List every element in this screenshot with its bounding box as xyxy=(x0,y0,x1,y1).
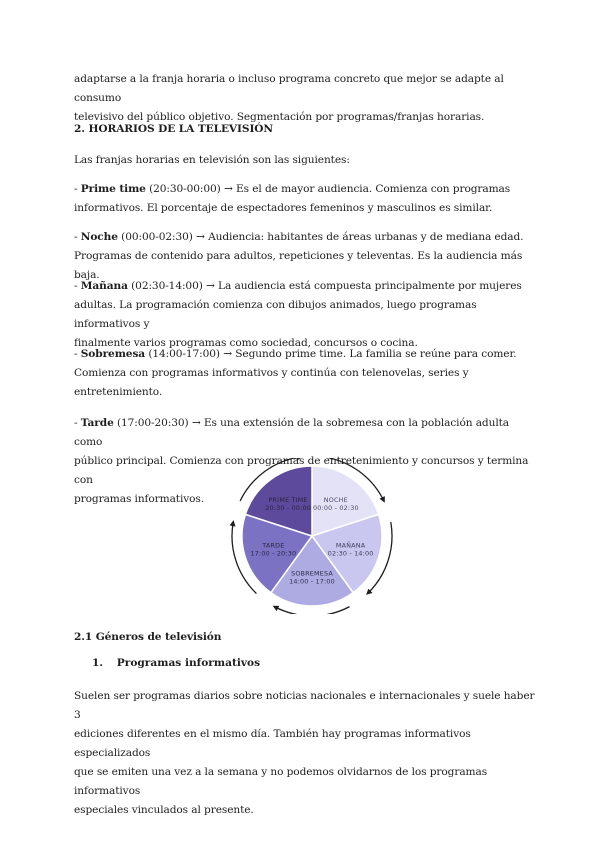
segment-label-prime-time: PRIME TIME xyxy=(268,496,308,505)
bullet-dash: - xyxy=(74,183,81,195)
slot-sobremesa-line-3: entretenimiento. xyxy=(74,386,163,398)
slot-name: Tarde xyxy=(80,417,114,429)
slot-manana-line-3: finalmente varios programas como sociedad, concursos o cocina. xyxy=(74,337,418,349)
slot-time: (17:00-20:30) xyxy=(113,417,192,429)
slot-desc: → Es una extensión de la sobremesa con la población adulta como xyxy=(74,417,509,448)
segment-time-sobremesa: 14:00 - 17:00 xyxy=(289,577,335,586)
slot-tarde-line-1 xyxy=(74,414,536,452)
slot-desc: → Es el de mayor audiencia. Comienza con programas xyxy=(223,183,511,195)
bullet-dash: - xyxy=(74,417,81,429)
slot-prime-time xyxy=(74,180,536,218)
slot-sobremesa-line-2: Comienza con programas informativos y continúa con telenovelas, series y xyxy=(74,367,469,379)
bullet-dash: - xyxy=(74,280,81,292)
bullet-dash: - xyxy=(74,348,81,360)
slot-desc: → Audiencia: habitantes de áreas urbanas y de mediana edad. xyxy=(196,231,524,243)
intro-line-1: adaptarse a la franja horaria o incluso programa concreto que mejor se adapte al consumo xyxy=(74,73,504,104)
slot-time: (00:00-02:30) xyxy=(117,231,197,243)
slot-manana-line-1 xyxy=(74,277,536,296)
slot-manana-line-2: adultas. La programación comienza con dibujos animados, luego programas informativos y xyxy=(74,299,477,330)
slot-prime-time-line-2: informativos. El porcentaje de espectadores femeninos y masculinos es similar. xyxy=(74,202,493,214)
closing-line-2: ediciones diferentes en el mismo día. También hay programas informativos especializados xyxy=(74,728,471,759)
intro-line-2: televisivo del público objetivo. Segmentación por programas/franjas horarias. xyxy=(74,111,485,123)
slot-sobremesa xyxy=(74,345,536,402)
segment-time-prime-time: 20:30 - 00:00 xyxy=(265,504,312,513)
section-2-intro: Las franjas horarias en televisión son las siguientes: xyxy=(74,154,350,166)
closing-line-1: Suelen ser programas diarios sobre noticias nacionales e internacionales y suele haber 3 xyxy=(74,690,535,721)
list-item-informativos xyxy=(92,657,260,669)
tv-schedule-cycle-diagram xyxy=(228,458,396,614)
slot-noche-line-2: Programas de contenido para adultos, repeticiones y televentas. Es la audiencia más baja. xyxy=(74,250,523,281)
cycle-arrow-icon xyxy=(274,607,349,614)
slot-sobremesa-line-1 xyxy=(74,345,536,364)
segment-label-tarde: TARDE xyxy=(262,541,285,550)
closing-line-4: especiales vinculados al presente. xyxy=(74,804,254,816)
slot-time: (02:30-14:00) xyxy=(127,280,207,292)
slot-manana xyxy=(74,277,536,353)
segment-time-noche: 00:00 - 02:30 xyxy=(312,504,359,513)
segment-time-manana: 02:30 - 14:00 xyxy=(327,549,374,558)
segment-time-tarde: 17:00 - 20:30 xyxy=(250,549,297,558)
segment-label-sobremesa: SOBREMESA xyxy=(291,569,333,578)
slot-desc: → Segundo prime time. La familia se reúne para comer. xyxy=(223,348,517,360)
segment-label-noche: NOCHE xyxy=(323,496,348,505)
list-number: 1. xyxy=(92,657,104,669)
segment-label-manana: MAÑANA xyxy=(335,541,366,550)
slot-name: Prime time xyxy=(80,183,146,195)
intro-paragraph xyxy=(74,70,536,127)
cycle-diagram-svg xyxy=(228,458,396,614)
section-2-heading: 2. HORARIOS DE LA TELEVISIÓN xyxy=(74,123,274,135)
slot-prime-time-line-1 xyxy=(74,180,536,199)
section-2-1-heading: 2.1 Géneros de televisión xyxy=(74,631,222,643)
slot-tarde-line-3: programas informativos. xyxy=(74,493,204,505)
slot-name: Mañana xyxy=(80,280,128,292)
slot-desc: → La audiencia está compuesta principalmente por mujeres xyxy=(206,280,522,292)
slot-name: Noche xyxy=(80,231,118,243)
informativos-paragraph xyxy=(74,687,536,820)
slot-time: (14:00-17:00) xyxy=(145,348,224,360)
list-label: Programas informativos xyxy=(116,657,261,669)
bullet-dash: - xyxy=(74,231,81,243)
slot-tarde-line-2: público principal. Comienza con programas de entretenimiento y concursos y termina con xyxy=(74,455,529,486)
slot-name: Sobremesa xyxy=(80,348,146,360)
slot-noche-line-1 xyxy=(74,228,536,247)
closing-line-3: que se emiten una vez a la semana y no podemos olvidarnos de los programas informativos xyxy=(74,766,488,797)
slot-time: (20:30-00:00) xyxy=(145,183,224,195)
